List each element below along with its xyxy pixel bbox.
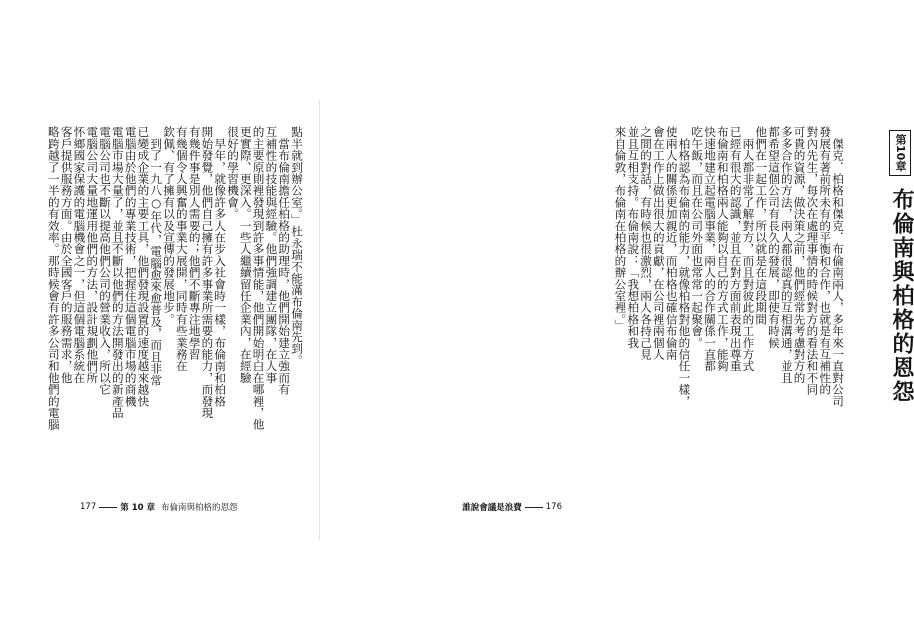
text-column: 電腦公司也不斷以提高他們公司的營業收入，所以它 xyxy=(98,126,113,396)
text-column: 電腦市場大量了，並且不斷以他們的方法開發出的新產品 xyxy=(110,126,125,419)
footer-title: 布倫南與柏格的恩怨 xyxy=(160,503,238,513)
right-page-body xyxy=(613,126,845,488)
text-column: 可貴的資源，做決策之前，他們經常先考慮對方的 xyxy=(792,126,807,384)
left-page-body xyxy=(46,126,304,488)
text-column: 欽佩、有了擁有以及宣傳的發展地步。 xyxy=(162,126,177,325)
text-column: 互補性的技能與經驗。他們強調建立團隊，在人事 xyxy=(264,126,279,384)
text-column: 使兩人的關係更加親近，而柏格也確信布倫南 xyxy=(664,126,679,360)
text-column: 發展有著前所未有的平衡和合作，也就是有互補性的 xyxy=(818,126,833,396)
left-page xyxy=(0,0,320,640)
text-column: 來自倫敦，布倫南在柏格的辦公室裡。」 xyxy=(613,126,628,331)
text-column: 怀鄉國家保護的電腦機會之一，但這個電腦系統在 xyxy=(72,126,87,384)
text-column: 布倫南和柏格兩人能夠以自己的方式工作，能夠 xyxy=(715,126,730,372)
footer-rule xyxy=(99,507,117,508)
footer-chapter: 第 10 章 xyxy=(120,503,155,513)
text-column: 電腦公司大量地運用他們的方法，設計規劃他們所 xyxy=(85,126,100,384)
text-column: 有幾件事是別人需要的；他們不斷專注地學習 xyxy=(187,126,202,360)
text-column: 到了一九八○年代，電腦愈來愈普及，而且非常 xyxy=(149,126,164,386)
text-column: 電腦由於他們的專業技術，把握住這個電腦市場的商機 xyxy=(123,126,138,407)
left-page-footer xyxy=(80,501,238,513)
text-column: 略跨越了一半的有效率。那時候會有許多公司和他們的電腦 xyxy=(46,126,61,431)
chapter-title: 布倫南與柏格的恩怨 xyxy=(889,188,914,404)
text-column: 他們在一起工作，所以就是在這段期間 xyxy=(754,126,769,325)
text-column: 更實際、更深入。一些人繼續留任企業內，在經驗 xyxy=(238,126,253,384)
text-column: 之間的對話，有時候也很激烈，兩人各持己見 xyxy=(639,126,654,360)
text-column: 很好的學習機會。 xyxy=(226,126,241,220)
text-column: 快速地建立起電腦事業，兩人的合作關係一直都 xyxy=(703,126,718,372)
text-column: 柏格認為布倫南的能力，就像柏格對他的信任一樣， xyxy=(677,126,692,407)
chapter-label: 第10章 xyxy=(889,130,911,176)
footer-rule xyxy=(525,507,543,508)
page-number: 177 xyxy=(80,502,97,512)
text-column: 開始發覺，他們自己擁有許多事業所需要的能力，而發現 xyxy=(200,126,215,419)
text-column: 都希望這個公司有長久的發展，即使有時候 xyxy=(767,126,782,349)
text-column: 點半就到辦公室。」杜永瑞不能滿布倫南先到。 xyxy=(290,126,304,366)
text-column: 並且互相支持。布倫南說：「我想柏格和我 xyxy=(626,126,641,349)
text-column: 多多合作的方法，兩人都很認真的互相溝通，並且 xyxy=(779,126,794,384)
text-column: 有幾個令人興奮的事業大展開，同時有些業務在 xyxy=(174,126,189,372)
footer-title: 誰說會議是浪費 xyxy=(462,503,522,513)
text-column: 傑克．柏格和傑克．布倫南兩人，多年來一直對公司 xyxy=(831,126,845,407)
text-column: 會在工作上做出很大的貢獻，在公司裡兩個人 xyxy=(651,126,666,360)
right-page-footer xyxy=(462,501,562,513)
text-column: 兩人都非常了解對方，而且對彼此的工作方式 xyxy=(741,126,756,372)
right-page xyxy=(320,0,914,640)
text-column: 已變成企業的主要工具，他們發現設置的速度越來越快 xyxy=(136,126,151,407)
text-column: 客戶提供服務方面。由於全國客戶的服務需求，他 xyxy=(59,126,74,384)
page-number: 176 xyxy=(545,502,562,512)
text-column: 早年，就像許多人在步入社會時一樣，布倫南和柏格 xyxy=(213,126,228,407)
text-column: 對內先生，每次在處理事情的時候對方的看法和不同 xyxy=(805,126,820,396)
text-column: 當布倫南擔任柏格的助理時，他們開始建立強而有 xyxy=(277,126,292,396)
text-column: 吃午飯，而且在公司外面也常常一起聚會。 xyxy=(690,126,705,349)
text-column: 已經有很大的認識，並且在對方面前表現出尊重 xyxy=(728,126,743,372)
text-column: 的主要原則裡發現到許多事情能，他們開始明白在哪裡，他 xyxy=(251,126,266,431)
